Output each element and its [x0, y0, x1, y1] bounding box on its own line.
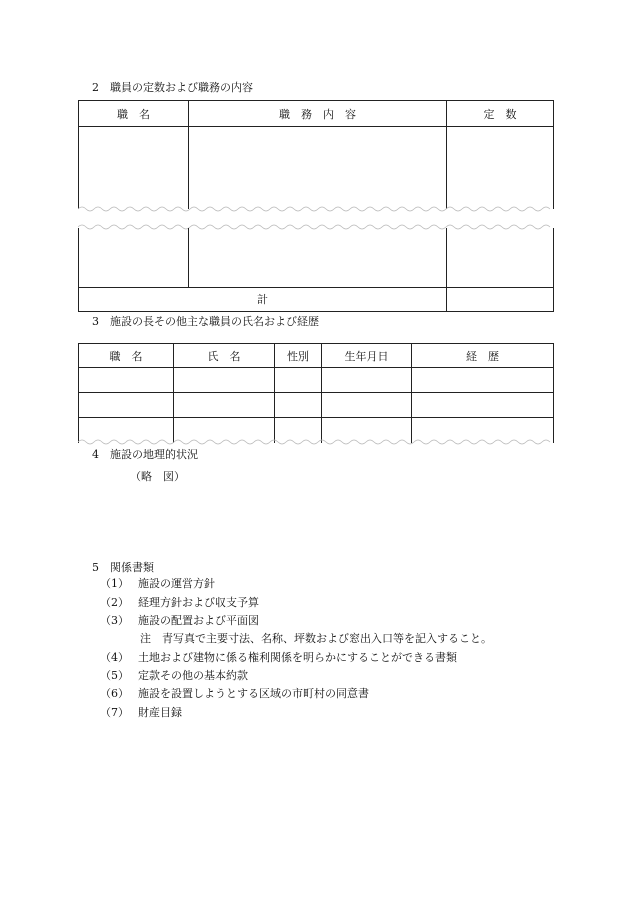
section3-heading: [92, 315, 319, 328]
list-item-number: （1）: [100, 577, 129, 590]
list-item-number: （3）: [100, 614, 129, 627]
section4-heading: [92, 448, 198, 461]
staff-career-table: [78, 343, 554, 443]
total-label: 計: [79, 287, 447, 311]
list-item: [100, 596, 259, 610]
list-item-number: （7）: [100, 706, 129, 719]
cell-job-title: [79, 127, 189, 209]
header-job-title: 職 名: [79, 101, 189, 127]
list-item-number: （2）: [100, 596, 129, 609]
sketch-label: （略 図）: [130, 470, 185, 483]
section2-heading: [92, 81, 253, 94]
table-cell: [79, 393, 174, 418]
list-item-text: 施設の配置および平面図: [138, 614, 259, 627]
cell-job-title: [79, 228, 189, 287]
table-cell: [174, 368, 275, 393]
table-cell: [275, 368, 322, 393]
list-item-number: （4）: [100, 651, 129, 664]
header-name: 氏 名: [174, 344, 275, 368]
list-item: [100, 614, 259, 628]
header-duties: 職 務 内 容: [189, 101, 447, 127]
cell-quota: [447, 127, 554, 209]
cell-duties: [189, 228, 447, 287]
list-item-number: （5）: [100, 669, 129, 682]
section5-heading: [92, 561, 154, 574]
table-break-wave-top: [78, 204, 553, 214]
list-item: [100, 687, 369, 701]
section4-title: 施設の地理的状況: [110, 448, 198, 461]
section3-title: 施設の長その他主な職員の氏名および経歴: [110, 315, 319, 328]
list-item-text: 施設の運営方針: [138, 577, 215, 590]
table-cell: [322, 393, 412, 418]
list-item-number: （6）: [100, 687, 129, 700]
list-item-text: 経理方針および収支予算: [138, 596, 259, 609]
staff-duties-table-lower: [78, 228, 554, 312]
section5-number: 5: [92, 561, 99, 574]
list-item-text: 土地および建物に係る権利関係を明らかにすることができる書類: [138, 651, 457, 664]
list-item: [100, 706, 182, 720]
list-item: [100, 651, 457, 665]
section2-title: 職員の定数および職務の内容: [110, 81, 253, 94]
list-item-text: 財産目録: [138, 706, 182, 719]
cell-duties: [189, 127, 447, 209]
header-career: 経 歴: [412, 344, 554, 368]
table-cell: [322, 368, 412, 393]
list-item: [100, 577, 215, 591]
section5-title: 関係書類: [110, 561, 154, 574]
floor-plan-note: 注 青写真で主要寸法、名称、坪数および窓出入口等を記入すること。: [140, 632, 492, 645]
table-break-wave: [78, 437, 553, 447]
table-cell: [79, 368, 174, 393]
section4-number: 4: [92, 448, 99, 461]
list-item-text: 定款その他の基本約款: [138, 669, 248, 682]
table-row: [79, 368, 554, 393]
header-birthdate: 生年月日: [322, 344, 412, 368]
staff-duties-table-upper: [78, 100, 554, 209]
total-value: [447, 287, 554, 311]
header-sex: 性別: [275, 344, 322, 368]
table-row: [79, 393, 554, 418]
header-quota: 定 数: [447, 101, 554, 127]
table-cell: [174, 393, 275, 418]
table-cell: [412, 368, 554, 393]
table-cell: [275, 393, 322, 418]
list-item: [100, 669, 248, 683]
table-cell: [412, 393, 554, 418]
list-item-text: 施設を設置しようとする区域の市町村の同意書: [138, 687, 369, 700]
section2-number: 2: [92, 81, 99, 94]
cell-quota: [447, 228, 554, 287]
section3-number: 3: [92, 315, 99, 328]
header-job-title: 職 名: [79, 344, 174, 368]
